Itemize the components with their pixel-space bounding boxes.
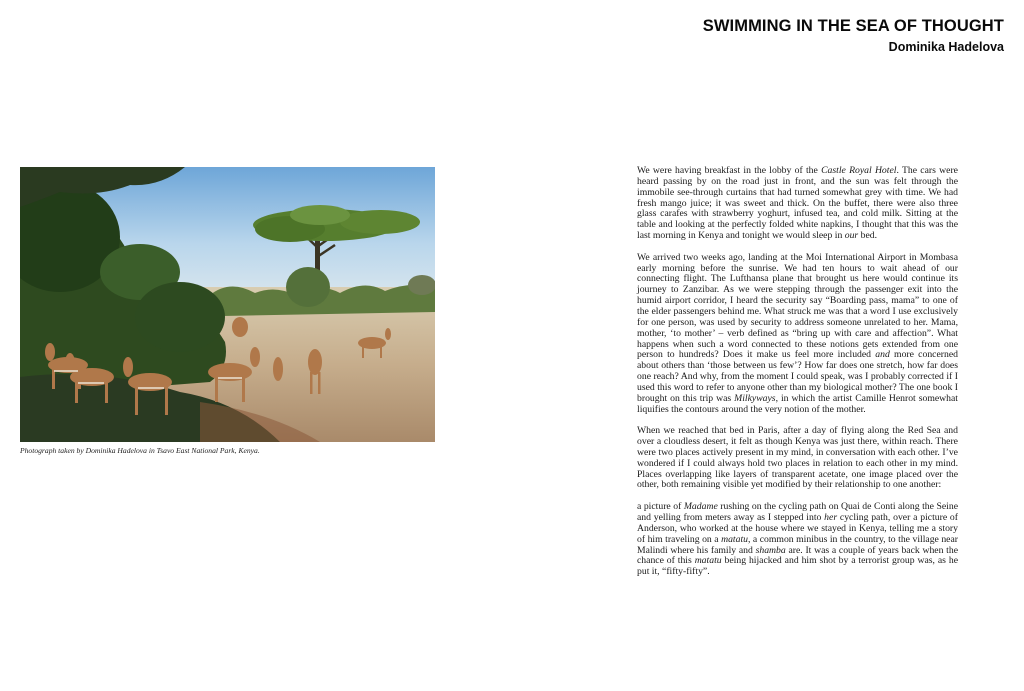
- savanna-photograph: [20, 167, 435, 442]
- article-author: Dominika Hadelova: [888, 40, 1004, 54]
- italic-run: matatu: [721, 533, 748, 545]
- article-body: [637, 166, 958, 589]
- text-run: being hijacked and him shot by a terrorist group was, as he put it, “fifty-fifty”.: [637, 555, 959, 578]
- text-run: more concerned about others than ‘those between us few’? How far does one stretch, how far does one reach? And why, from the moment I could speak, was I probably corrected if I used this word to refer to anyone other than my biological mother? The one book I brought on this trip was: [637, 349, 958, 404]
- article-paragraph: [637, 166, 958, 242]
- italic-run: shamba: [755, 544, 786, 556]
- text-run: We arrived two weeks ago, landing at the Moi International Airport in Mombasa early morning before the sunrise. We had ten hours to wait ahead of our connecting flight. The Lufthansa plane that brought us here would continue its journey to Zanzibar. As we were stepping through the passenger exit into the humid airport corridor, I heard the security say “Boarding pass, mama” to one of the elder passengers behind me. What struck me was that a word I use exclusively for one person, was used by security to address someone unrelated to her. Mama, mother, ‘to mother’ – verb defined as “bring up with care and affection”. What happens when such a word connected to these notions gets extended from one person to hundreds? Does it make us feel more included: [637, 251, 958, 361]
- text-run: , in which the artist Camille Henrot somewhat liquifies the contours around the very notion of the mother.: [637, 392, 958, 415]
- italic-run: our: [844, 230, 859, 242]
- text-run: cycling path, over a picture of Anderson, who worked at the house where we stayed in Kenya, telling me a story of him traveling on a: [637, 512, 958, 545]
- photo-illustration: [20, 167, 435, 442]
- article-paragraph: [637, 253, 958, 416]
- italic-run: Milkyways: [734, 392, 776, 404]
- italic-run: Madame: [683, 501, 718, 513]
- italic-run: matatu: [694, 555, 722, 567]
- article-paragraph: [637, 426, 958, 491]
- italic-run: and: [875, 349, 890, 361]
- text-run: bed.: [858, 230, 878, 242]
- text-run: We were having breakfast in the lobby of the: [637, 165, 822, 176]
- italic-run: her: [824, 512, 838, 523]
- photo-caption: Photograph taken by Dominika Hadelova in Tsavo East National Park, Kenya.: [20, 446, 260, 455]
- article-paragraph: [637, 502, 958, 578]
- text-run: . The cars were heard passing by on the road just in front, and the sun was felt through the immobile see-through curtains that had turned somewhat grey with time. We had fresh mango juice; it was sweet and thick. On the buffet, there were also three glass carafes with strawberry yoghurt, infused tea, and cold milk. Sitting at the table and looking at the perfectly folded white napkins, I thought that this was the last morning in Kenya and tonight we would sleep in: [637, 165, 958, 242]
- article-header: [703, 16, 1004, 55]
- text-run: When we reached that bed in Paris, after a day of flying along the Red Sea and over a cloudless desert, it felt as though Kenya was just there, within reach. There were two places actively present in my mind, in conversation with each other. I’ve wondered if I could always hold two places in relation to each other in my mind. Places overlapping like layers of transparent acetate, one image placed over the other, both remaining visible yet modified by their relationship to one another:: [637, 425, 958, 491]
- text-run: rushing on the cycling path on Quai de Conti along the Seine and yelling from meters away as I stepped into: [637, 501, 958, 523]
- text-run: are. It was a couple of years back when the chance of this: [637, 544, 959, 567]
- text-run: , a common minibus in the country, to the village near Malindi where his family and: [637, 533, 959, 556]
- article-title: SWIMMING IN THE SEA OF THOUGHT: [702, 17, 1004, 35]
- text-run: a picture of: [637, 501, 684, 513]
- italic-run: Castle Royal Hotel: [821, 165, 897, 176]
